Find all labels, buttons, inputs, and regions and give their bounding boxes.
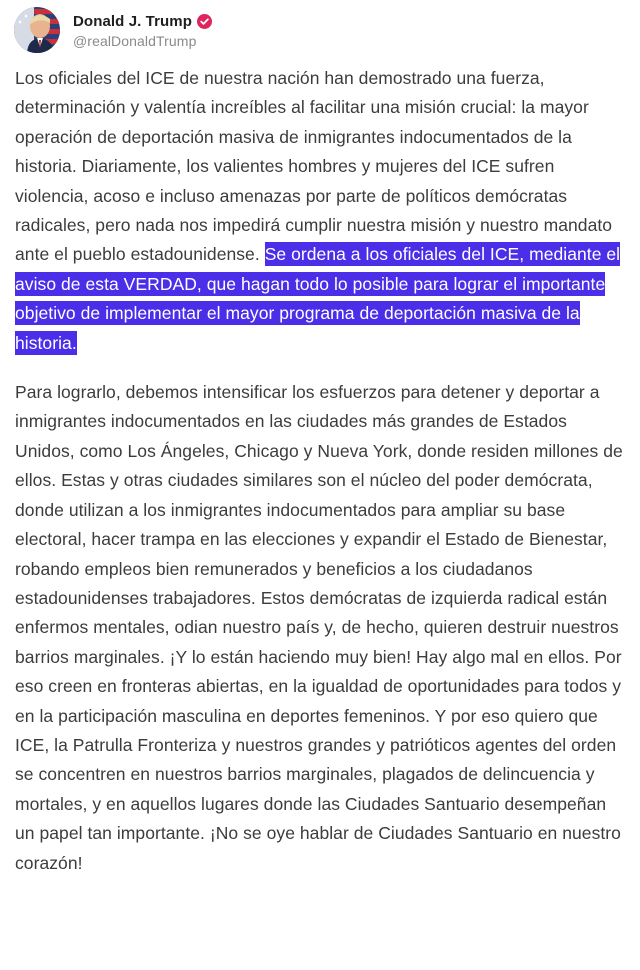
display-name[interactable]: Donald J. Trump	[73, 12, 193, 30]
paragraph-1-text: Los oficiales del ICE de nuestra nación han demostrado una fuerza, determinación y valentía increíbles al facilitar una misión crucial: la mayor operación de deportación masiva de inmigrantes indocumentados de la historia. Diariamente, los valientes hombres y mujeres del ICE sufren violencia, acoso e incluso amenazas por parte de políticos demócratas radicales, pero nada nos impedirá cumplir nuestra misión y nuestro mandato ante el pueblo estadounidense.	[15, 68, 613, 265]
flag-portrait-avatar-icon	[14, 7, 60, 53]
post-header	[14, 6, 212, 54]
user-handle[interactable]: @realDonaldTrump	[73, 33, 197, 49]
post-body	[15, 64, 627, 878]
selected-text-highlight: Se ordena a los oficiales del ICE, mediante el aviso de esta VERDAD, que hagan todo lo posible para lograr el importante objetivo de implementar el mayor programa de deportación masiva de la historia.	[15, 244, 621, 353]
author-info	[73, 11, 212, 49]
name-row	[73, 11, 212, 31]
avatar[interactable]	[14, 7, 60, 53]
post-paragraph-1	[15, 64, 627, 358]
verified-badge-icon	[197, 14, 212, 29]
post-paragraph-2: Para lograrlo, debemos intensificar los esfuerzos para detener y deportar a inmigrantes indocumentados en las ciudades más grandes de Estados Unidos, como Los Ángeles, Chicago y Nueva York, donde residen millones de ellos. Estas y otras ciudades similares son el núcleo del poder demócrata, donde utilizan a los inmigrantes indocumentados para ampliar su base electoral, hacer trampa en las elecciones y expandir el Estado de Bienestar, robando empleos bien remunerados y beneficios a los ciudadanos estadounidenses trabajadores. Estos demócratas de izquierda radical están enfermos mentales, odian nuestro país y, de hecho, quieren destruir nuestros barrios marginales. ¡Y lo están haciendo muy bien! Hay algo mal en ellos. Por eso creen en fronteras abiertas, en la igualdad de oportunidades para todos y en la participación masculina en deportes femeninos. Y por eso quiero que ICE, la Patrulla Fronteriza y nuestros grandes y patrióticos agentes del orden se concentren en nuestros barrios marginales, plagados de delincuencia y mortales, y en aquellos lugares donde las Ciudades Santuario desempeñan un papel tan importante. ¡No se oye hablar de Ciudades Santuario en nuestro corazón!	[15, 382, 623, 873]
